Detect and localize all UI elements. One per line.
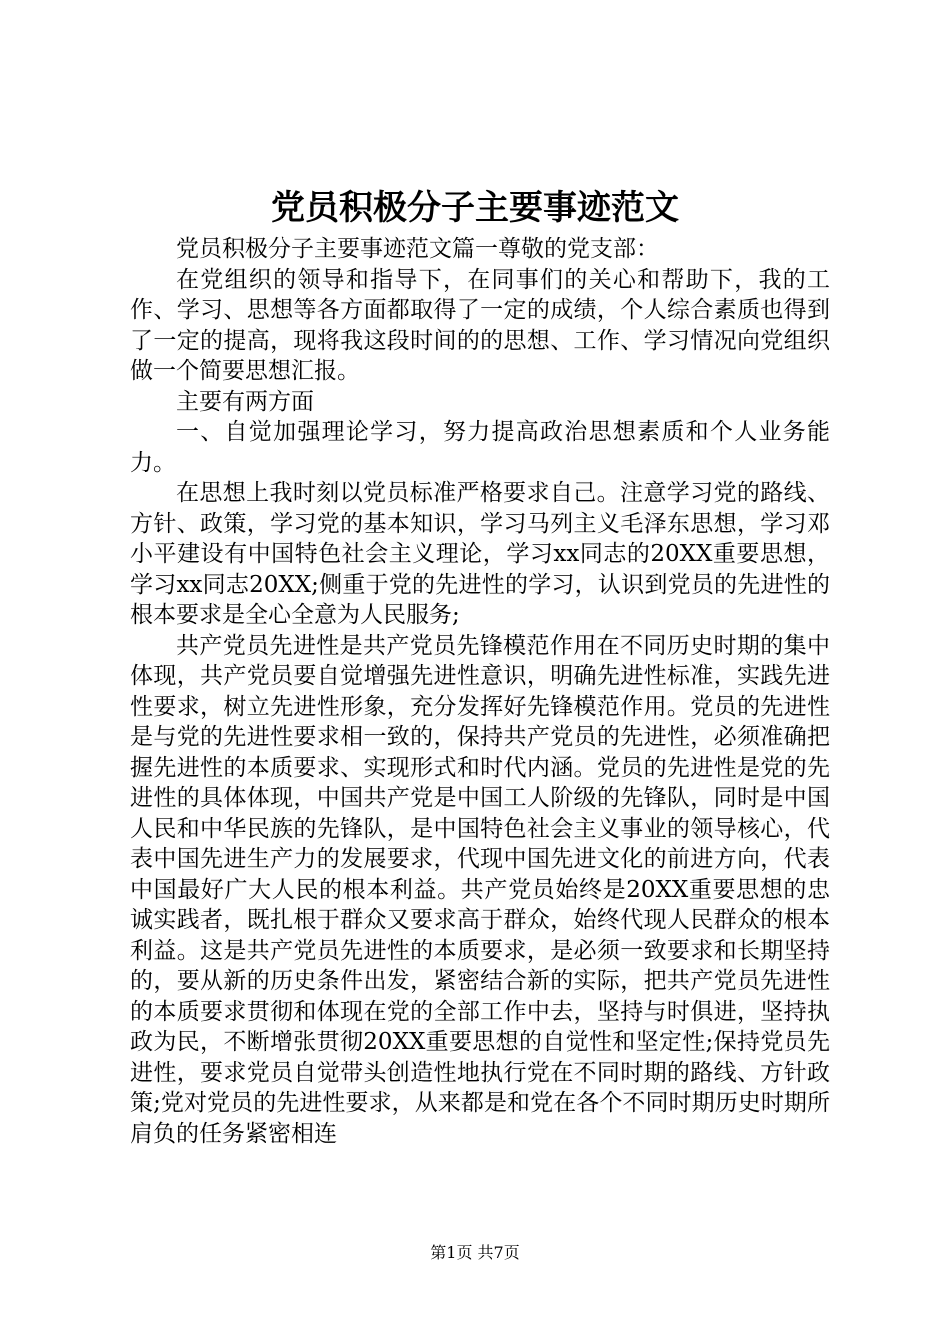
document-title: 党员积极分子主要事迹范文 [271,188,679,228]
page-footer: 第1页 共7页 [430,1243,520,1262]
paragraph-two-aspects: 主要有两方面 [176,388,314,415]
paragraph-intro: 在党组织的领导和指导下，在同事们的关心和帮助下，我的工作、学习、思想等各方面都取得了一定的成绩，个人综合素质也得到了一定的提高，现将我这段时间的的思想、工作、学习情况向党组织做一个简要思想汇报。 [130,266,830,384]
paragraph-thought-study: 在思想上我时刻以党员标准严格要求自己。注意学习党的路线、方针、政策，学习党的基本知识，学习马列主义毛泽东思想，学习邓小平建设有中国特色社会主义理论，学习xx同志的20XX重要思想，学习xx同志20XX;侧重于党的先进性的学习，认识到党员的先进性的根本要求是全心全意为人民服务; [130,480,830,628]
document-body [130,234,830,1149]
paragraph-salutation: 党员积极分子主要事迹范文篇一尊敬的党支部： [176,236,659,262]
paragraph-section-one-heading: 一、自觉加强理论学习，努力提高政治思想素质和个人业务能力。 [130,419,830,476]
paragraph-advanced-nature: 共产党员先进性是共产党员先锋模范作用在不同历史时期的集中体现，共产党员要自觉增强先进性意识，明确先进性标准，实践先进性要求，树立先进性形象，充分发挥好先锋模范作用。党员的先进性是与党的先进性要求相一致的，保持共产党员的先进性，必须准确把握先进性的本质要求、实现形式和时代内涵。党员的先进性是党的先进性的具体体现，中国共产党是中国工人阶级的先锋队，同时是中国人民和中华民族的先锋队，是中国特色社会主义事业的领导核心，代表中国先进生产力的发展要求，代现中国先进文化的前进方向，代表中国最好广大人民的根本利益。共产党员始终是20XX重要思想的忠诚实践者，既扎根于群众又要求高于群众，始终代现人民群众的根本利益。这是共产党员先进性的本质要求，是必须一致要求和长期坚持的，要从新的历史条件出发，紧密结合新的实际，把共产党员先进性的本质要求贯彻和体现在党的全部工作中去，坚持与时俱进，坚持执政为民，不断增张贯彻20XX重要思想的自觉性和坚定性;保持党员先进性，要求党员自觉带头创造性地执行党在不同时期的路线、方针政策;党对党员的先进性要求，从来都是和党在各个不同时期历史时期所肩负的任务紧密相连 [130,632,830,1147]
